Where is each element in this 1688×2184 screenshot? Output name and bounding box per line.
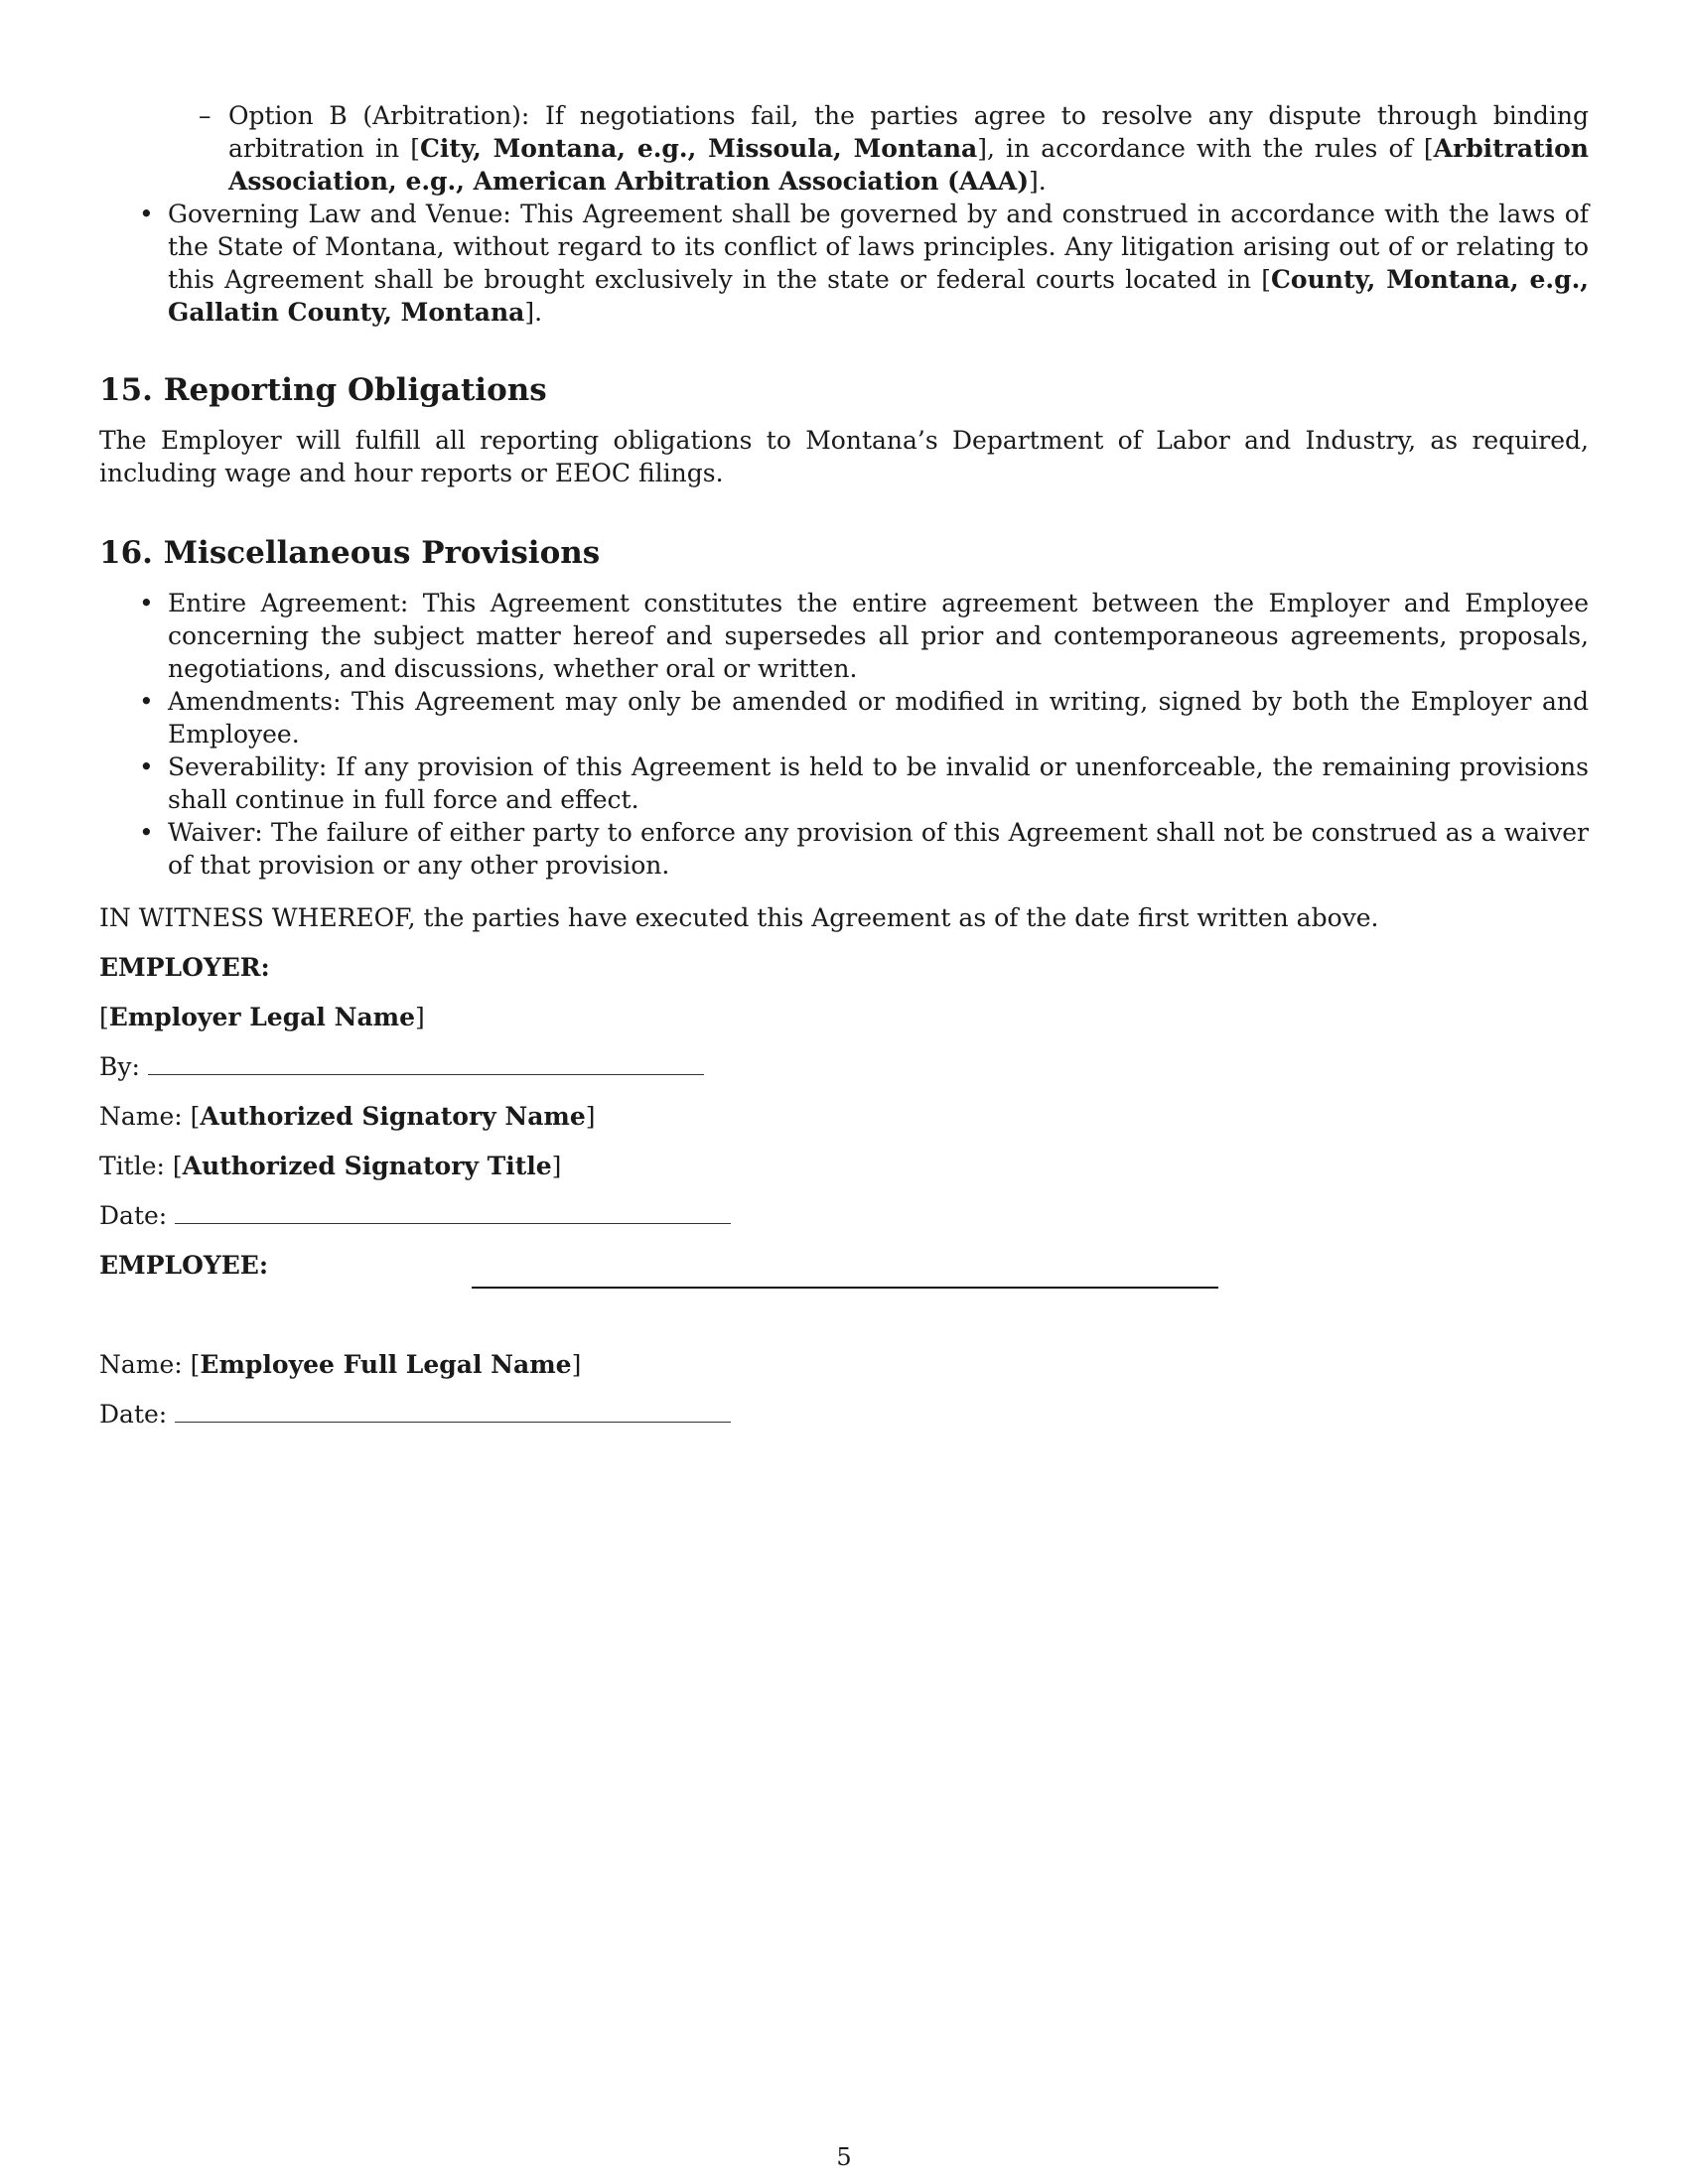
bullet-mark: • [139, 752, 154, 781]
employee-heading [99, 1249, 1589, 1282]
employer-title-row: Title: [Authorized Signatory Title] [99, 1152, 562, 1180]
date-label: Date: [99, 1201, 168, 1230]
arbitration-association: Arbitration Association, e.g., American Arbitration Association (AAA) [228, 134, 1589, 196]
bullet-mark: • [139, 687, 154, 716]
close-bracket: ] [415, 1003, 425, 1031]
employer-heading [99, 951, 1589, 984]
option-b-middle: ], in accordance with the rules of [ [977, 134, 1434, 163]
employer-heading-text: EMPLOYER: [99, 953, 270, 982]
page-number: 5 [836, 2143, 852, 2171]
bullet-mark: • [139, 818, 154, 847]
title-label: Title: [99, 1152, 165, 1180]
governing-law-item [99, 198, 1589, 329]
employee-date-row [99, 1398, 1589, 1431]
by-label: By: [99, 1052, 140, 1081]
bullet-mark: • [139, 589, 154, 617]
entire-agreement-text: Entire Agreement: This Agreement constitutes the entire agreement between the Employer and Employee concerning the subject matter hereof and supersedes all prior and contemporaneous agreements, proposals, negotiations, and discussions, whether oral or written. [168, 589, 1589, 683]
employer-name-row: Name: [Authorized Signatory Name] [99, 1102, 596, 1131]
arbitration-city: City, Montana, e.g., Missoula, Montana [420, 134, 978, 163]
list-item [99, 587, 1589, 685]
amendments-text: Amendments: This Agreement may only be amended or modified in writing, signed by both the Employer and Employee. [168, 687, 1589, 749]
employer-date-line[interactable] [175, 1203, 731, 1224]
waiver-text: Waiver: The failure of either party to enforce any provision of this Agreement shall not be construed as a waiver of that provision or any other provision. [168, 818, 1589, 880]
employer-by-row [99, 1050, 1589, 1083]
option-b-lead: Option B (Arbitration): If negotiations fail, the parties agree to resolve any dispute through binding arbitration in [ [228, 101, 1589, 163]
employer-legal-name [99, 1001, 1589, 1033]
date-label: Date: [99, 1400, 168, 1429]
section-16-title: 16. Miscellaneous Provisions [99, 535, 601, 571]
employer-date-row [99, 1199, 1589, 1232]
dispute-list [99, 99, 1589, 329]
list-item [99, 751, 1589, 816]
authorized-signatory-name: Authorized Signatory Name [200, 1102, 586, 1131]
document-content [99, 99, 1589, 1431]
name-label: Name: [99, 1350, 183, 1379]
witness-statement: IN WITNESS WHEREOF, the parties have executed this Agreement as of the date first written above. [99, 903, 1379, 932]
section-15-body: The Employer will fulfill all reporting obligations to Montana’s Department of Labor and Industry, as required, including wage and hour reports or EEOC filings. [99, 426, 1589, 487]
bullet-mark: • [139, 200, 154, 228]
employee-signature-line[interactable] [472, 1287, 1218, 1289]
employer-legal-name-text: Employer Legal Name [108, 1003, 416, 1031]
authorized-signatory-title: Authorized Signatory Title [182, 1152, 552, 1180]
list-item [99, 685, 1589, 751]
governing-law-end: ]. [524, 298, 543, 327]
employee-heading-text: EMPLOYEE: [99, 1251, 269, 1280]
name-label: Name: [99, 1102, 183, 1131]
employee-full-legal-name: Employee Full Legal Name [200, 1350, 572, 1379]
dash-mark: – [199, 101, 211, 130]
open-bracket: [ [99, 1003, 109, 1031]
option-b-item [99, 99, 1589, 198]
option-b-end: ]. [1029, 167, 1047, 196]
list-item [99, 816, 1589, 882]
venue-county: County, Montana, e.g., Gallatin County, Montana [168, 265, 1589, 327]
misc-provisions-list [99, 587, 1589, 882]
severability-text: Severability: If any provision of this Agreement is held to be invalid or unenforceable, the remaining provisions shall continue in full force and effect. [168, 752, 1589, 814]
employee-date-line[interactable] [175, 1402, 731, 1423]
employer-signature-line[interactable] [148, 1054, 704, 1075]
section-15-title: 15. Reporting Obligations [99, 372, 547, 408]
governing-law-lead: Governing Law and Venue: This Agreement shall be governed by and construed in accordance with the laws of the State of Montana, without regard to its conflict of laws principles. Any litigation arising out of or relating to this Agreement shall be brought exclusively in the state or federal courts located in [ [168, 200, 1589, 294]
employee-name-row: Name: [Employee Full Legal Name] [99, 1350, 582, 1379]
